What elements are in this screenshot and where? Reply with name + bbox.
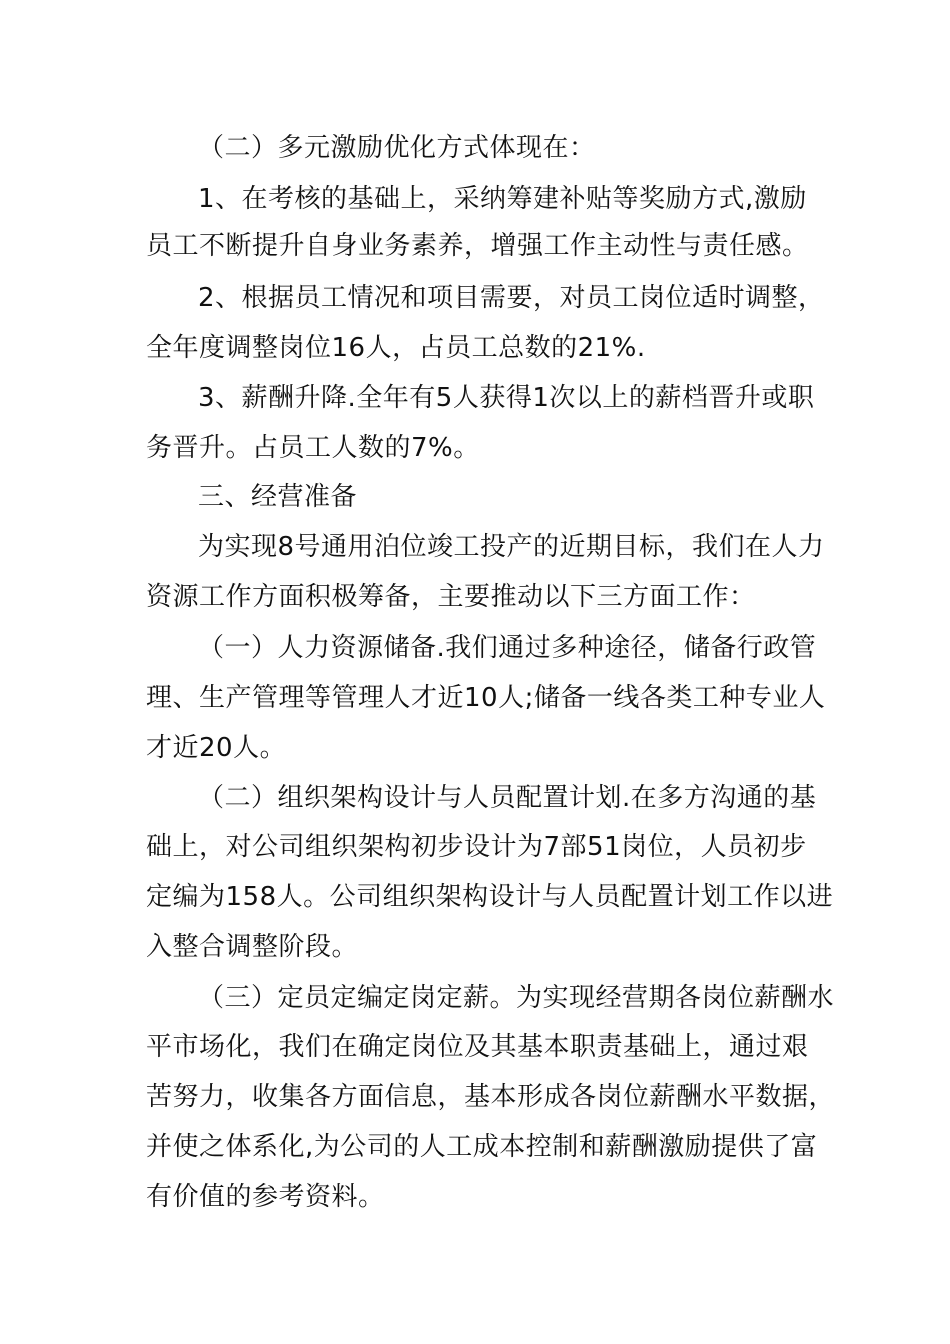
paragraph-line: 础上，对公司组织架构初步设计为7部51岗位，人员初步 [146,832,807,862]
paragraph-line: 为实现8号通用泊位竣工投产的近期目标，我们在人力 [198,532,825,562]
paragraph-line: （一）人力资源储备.我们通过多种途径，储备行政管 [198,633,817,663]
paragraph-line: 有价值的参考资料。 [146,1182,385,1212]
paragraph-line: 并使之体系化,为公司的人工成本控制和薪酬激励提供了富 [146,1132,818,1162]
paragraph-line: 定编为158人。公司组织架构设计与人员配置计划工作以进 [146,882,834,912]
paragraph-line: 员工不断提升自身业务素养，增强工作主动性与责任感。 [146,231,809,261]
paragraph-line: 才近20人。 [146,733,287,763]
paragraph-line: 资源工作方面积极筹备，主要推动以下三方面工作： [146,582,756,612]
paragraph-line: 平市场化，我们在确定岗位及其基本职责基础上，通过艰 [146,1032,809,1062]
paragraph-line: （三）定员定编定岗定薪。为实现经营期各岗位薪酬水 [198,983,835,1013]
paragraph-line: 理、生产管理等管理人才近10人;储备一线各类工种专业人 [146,683,826,713]
paragraph-line: 1、在考核的基础上，采纳筹建补贴等奖励方式,激励 [198,184,807,214]
paragraph-line: 苦努力，收集各方面信息，基本形成各岗位薪酬水平数据， [146,1082,836,1112]
paragraph-line: （二）组织架构设计与人员配置计划.在多方沟通的基 [198,783,817,813]
subheading-diverse-incentives: （二）多元激励优化方式体现在： [198,133,596,163]
paragraph-line: 3、薪酬升降.全年有5人获得1次以上的薪档晋升或职 [198,383,815,413]
paragraph-line: 2、根据员工情况和项目需要，对员工岗位适时调整， [198,283,825,313]
paragraph-line: 入整合调整阶段。 [146,932,359,962]
section-heading-operations-prep: 三、经营准备 [198,482,358,512]
paragraph-line: 务晋升。占员工人数的7%。 [146,433,480,463]
paragraph-line: 全年度调整岗位16人，占员工总数的21%. [146,333,646,363]
